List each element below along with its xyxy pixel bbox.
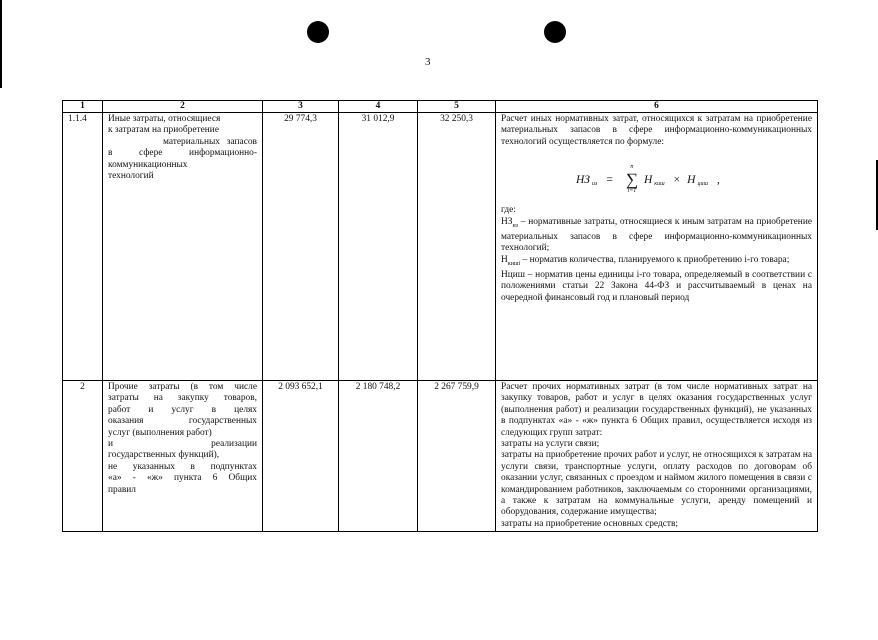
row-number: 2: [63, 381, 103, 532]
formula-tail: ,: [716, 173, 720, 186]
table-row: [63, 113, 818, 381]
table-row: [63, 381, 818, 532]
expense-table: [62, 100, 818, 532]
header-cell-6: 6: [496, 101, 818, 113]
header-cell-5: 5: [418, 101, 496, 113]
sigma-symbol: ∑: [625, 170, 638, 190]
header-cell-1: 1: [63, 101, 103, 113]
formula-lhs: НЗ: [576, 173, 590, 186]
name-line: технологий: [108, 171, 154, 182]
name-line: Иные затраты, относящиеся: [108, 114, 221, 124]
formula-equals: =: [606, 173, 613, 186]
expense-group-1: затраты на услуги связи;: [501, 439, 600, 450]
name-line: материальных запасов: [163, 136, 257, 147]
formula-term2: Н: [687, 173, 696, 186]
value-year-1: 29 774,3: [263, 113, 339, 381]
name-line: в сфере информационно-: [108, 148, 257, 159]
formula-term1: Н: [643, 173, 653, 186]
formula-term1-sub: киш: [654, 180, 665, 187]
expense-name: [103, 113, 263, 381]
where-label: где:: [501, 205, 516, 216]
name-line: затраты на закупку товаров,: [108, 393, 257, 404]
definition-3: Нциш – норматив цены единицы i-го товара, определяемый в соответствии с положениями статьи 22 Закона 44-ФЗ и рассчитываемый в ценах на очередной финансовый год и плановый период: [501, 270, 812, 303]
def1-symbol: НЗ: [501, 216, 513, 227]
sum-lower-limit: i=1: [627, 188, 637, 195]
name-line: и реализации: [108, 439, 257, 450]
formula-term2-sub: циш: [697, 180, 708, 187]
description-intro: Расчет иных нормативных затрат, относящихся к затратам на приобретение материальных запасов в сфере информационно-коммуникационных технологий осуществляется по формуле:: [501, 114, 812, 147]
expense-group-3: затраты на приобретение основных средств;: [501, 518, 679, 529]
summation-operator: [626, 164, 638, 195]
value-year-2: 31 012,9: [339, 113, 418, 381]
name-line: правил: [108, 484, 136, 495]
value-year-3: 32 250,3: [418, 113, 496, 381]
definition-1: [501, 217, 812, 255]
def1-symbol-sub: из: [512, 222, 519, 229]
name-line: государственных функций),: [108, 450, 220, 461]
name-line: оказания государственных: [108, 416, 257, 427]
def2-text: – норматив количества, планируемого к приобретению i-го товара;: [520, 254, 790, 265]
expense-group-2: затраты на приобретение прочих работ и услуг, не относящихся к затратам на услуги связи, транспортные услуги, оплату расходов по договорам об оказании услуг, связанных с проездом и наймом жилого помещения в связи с командированием работников, заключаемым со сторонними организациями, а также к затратам на коммунальные услуги, аренду помещений и оборудования, содержание имущества;: [501, 450, 812, 518]
formula: [576, 164, 812, 195]
sum-upper-limit: n: [630, 164, 634, 171]
header-cell-4: 4: [339, 101, 418, 113]
expense-name: [103, 381, 263, 532]
header-cell-3: 3: [263, 101, 339, 113]
name-line: работ и услуг в целях: [108, 404, 257, 415]
value-year-1: 2 093 652,1: [263, 381, 339, 532]
row-number: 1.1.4: [63, 113, 103, 381]
formula-lhs-sub: из: [592, 180, 598, 187]
definition-2: [501, 255, 812, 270]
description-intro: Расчет прочих нормативных затрат (в том числе нормативных затрат на закупку товаров, работ и услуг в целях оказания государственных услуг (выполнения работ) и реализации государственных функций), не указанных в подпунктах «а» - «ж» пункта 6 Общих правил, осуществляется исходя из следующих групп затрат:: [501, 382, 812, 438]
value-year-3: 2 267 759,9: [418, 381, 496, 532]
def2-symbol-sub: кишi: [507, 260, 521, 267]
name-line: «а» - «ж» пункта 6 Общих: [108, 473, 257, 484]
calculation-description: [496, 381, 818, 532]
name-line: услуг (выполнения работ): [108, 427, 212, 438]
name-line: коммуникационных: [108, 159, 188, 170]
name-line: к затратам на приобретение: [108, 125, 219, 136]
punch-hole-right: [544, 21, 566, 43]
scan-edge-left: [0, 0, 2, 88]
formula-times: ×: [673, 173, 681, 186]
header-cell-2: 2: [103, 101, 263, 113]
name-line: не указанных в подпунктах: [108, 461, 257, 472]
header-row: [63, 101, 818, 113]
def2-symbol: Н: [501, 254, 508, 265]
page-number: 3: [425, 56, 431, 68]
punch-hole-left: [307, 21, 329, 43]
value-year-2: 2 180 748,2: [339, 381, 418, 532]
calculation-description: [496, 113, 818, 381]
def1-text: – нормативные затраты, относящиеся к иным затратам на приобретение материальных запасов в сфере информационно-коммуникационных технологий;: [501, 216, 812, 254]
name-line: Прочие затраты (в том числе: [108, 382, 257, 392]
